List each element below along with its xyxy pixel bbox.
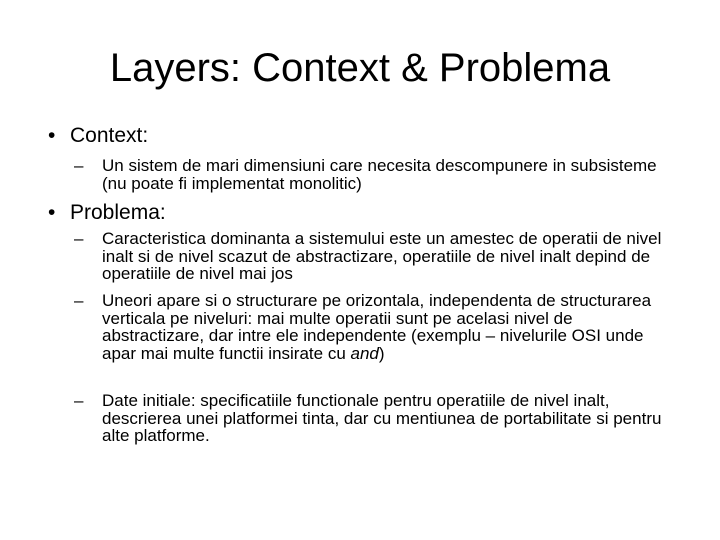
- dash-marker: –: [74, 391, 84, 410]
- subitem-problema-1: [74, 230, 674, 283]
- bullet-label-problema: Problema:: [70, 201, 166, 224]
- bullet-marker: •: [48, 124, 56, 147]
- bullet-context: [48, 123, 148, 149]
- bullet-problema: [48, 200, 166, 226]
- dash-marker: –: [74, 291, 84, 310]
- subitem-text-end: ): [378, 343, 385, 363]
- subitem-text: [74, 292, 674, 362]
- subitem-text-italic: and: [350, 343, 379, 363]
- subitem-text: Caracteristica dominanta a sistemului este un amestec de operatii de nivel inalt si de nivel scazut de abstractizare, operatiile de nivel inalt depind de operatiile de nivel mai jos: [102, 229, 662, 283]
- subitem-text-main: Uneori apare si o structurare pe orizontala, independenta de structurarea verticala pe niveluri: mai multe operatii sunt pe acelasi nivel de abstractizare, dar intre ele independente (exemplu – nivelurile OSI unde apar mai multe functii insirate cu: [102, 291, 652, 363]
- bullet-label-context: Context:: [70, 124, 149, 147]
- subitem-text: Un sistem de mari dimensiuni care necesita descompunere in subsisteme (nu poate fi implementat monolitic): [102, 156, 657, 193]
- subitem-context-1: [74, 157, 674, 192]
- bullet-marker: •: [48, 201, 56, 224]
- dash-marker: –: [74, 156, 84, 175]
- slide-title: Layers: Context & Problema: [109, 46, 611, 90]
- dash-marker: –: [74, 229, 84, 248]
- subitem-problema-3: [74, 392, 674, 445]
- subitem-text: Date initiale: specificatiile functionale pentru operatiile de nivel inalt, descrierea unei platformei tinta, dar cu mentiunea de portabilitate si pentru alte platforme.: [102, 391, 662, 445]
- subitem-problema-2: [74, 292, 674, 362]
